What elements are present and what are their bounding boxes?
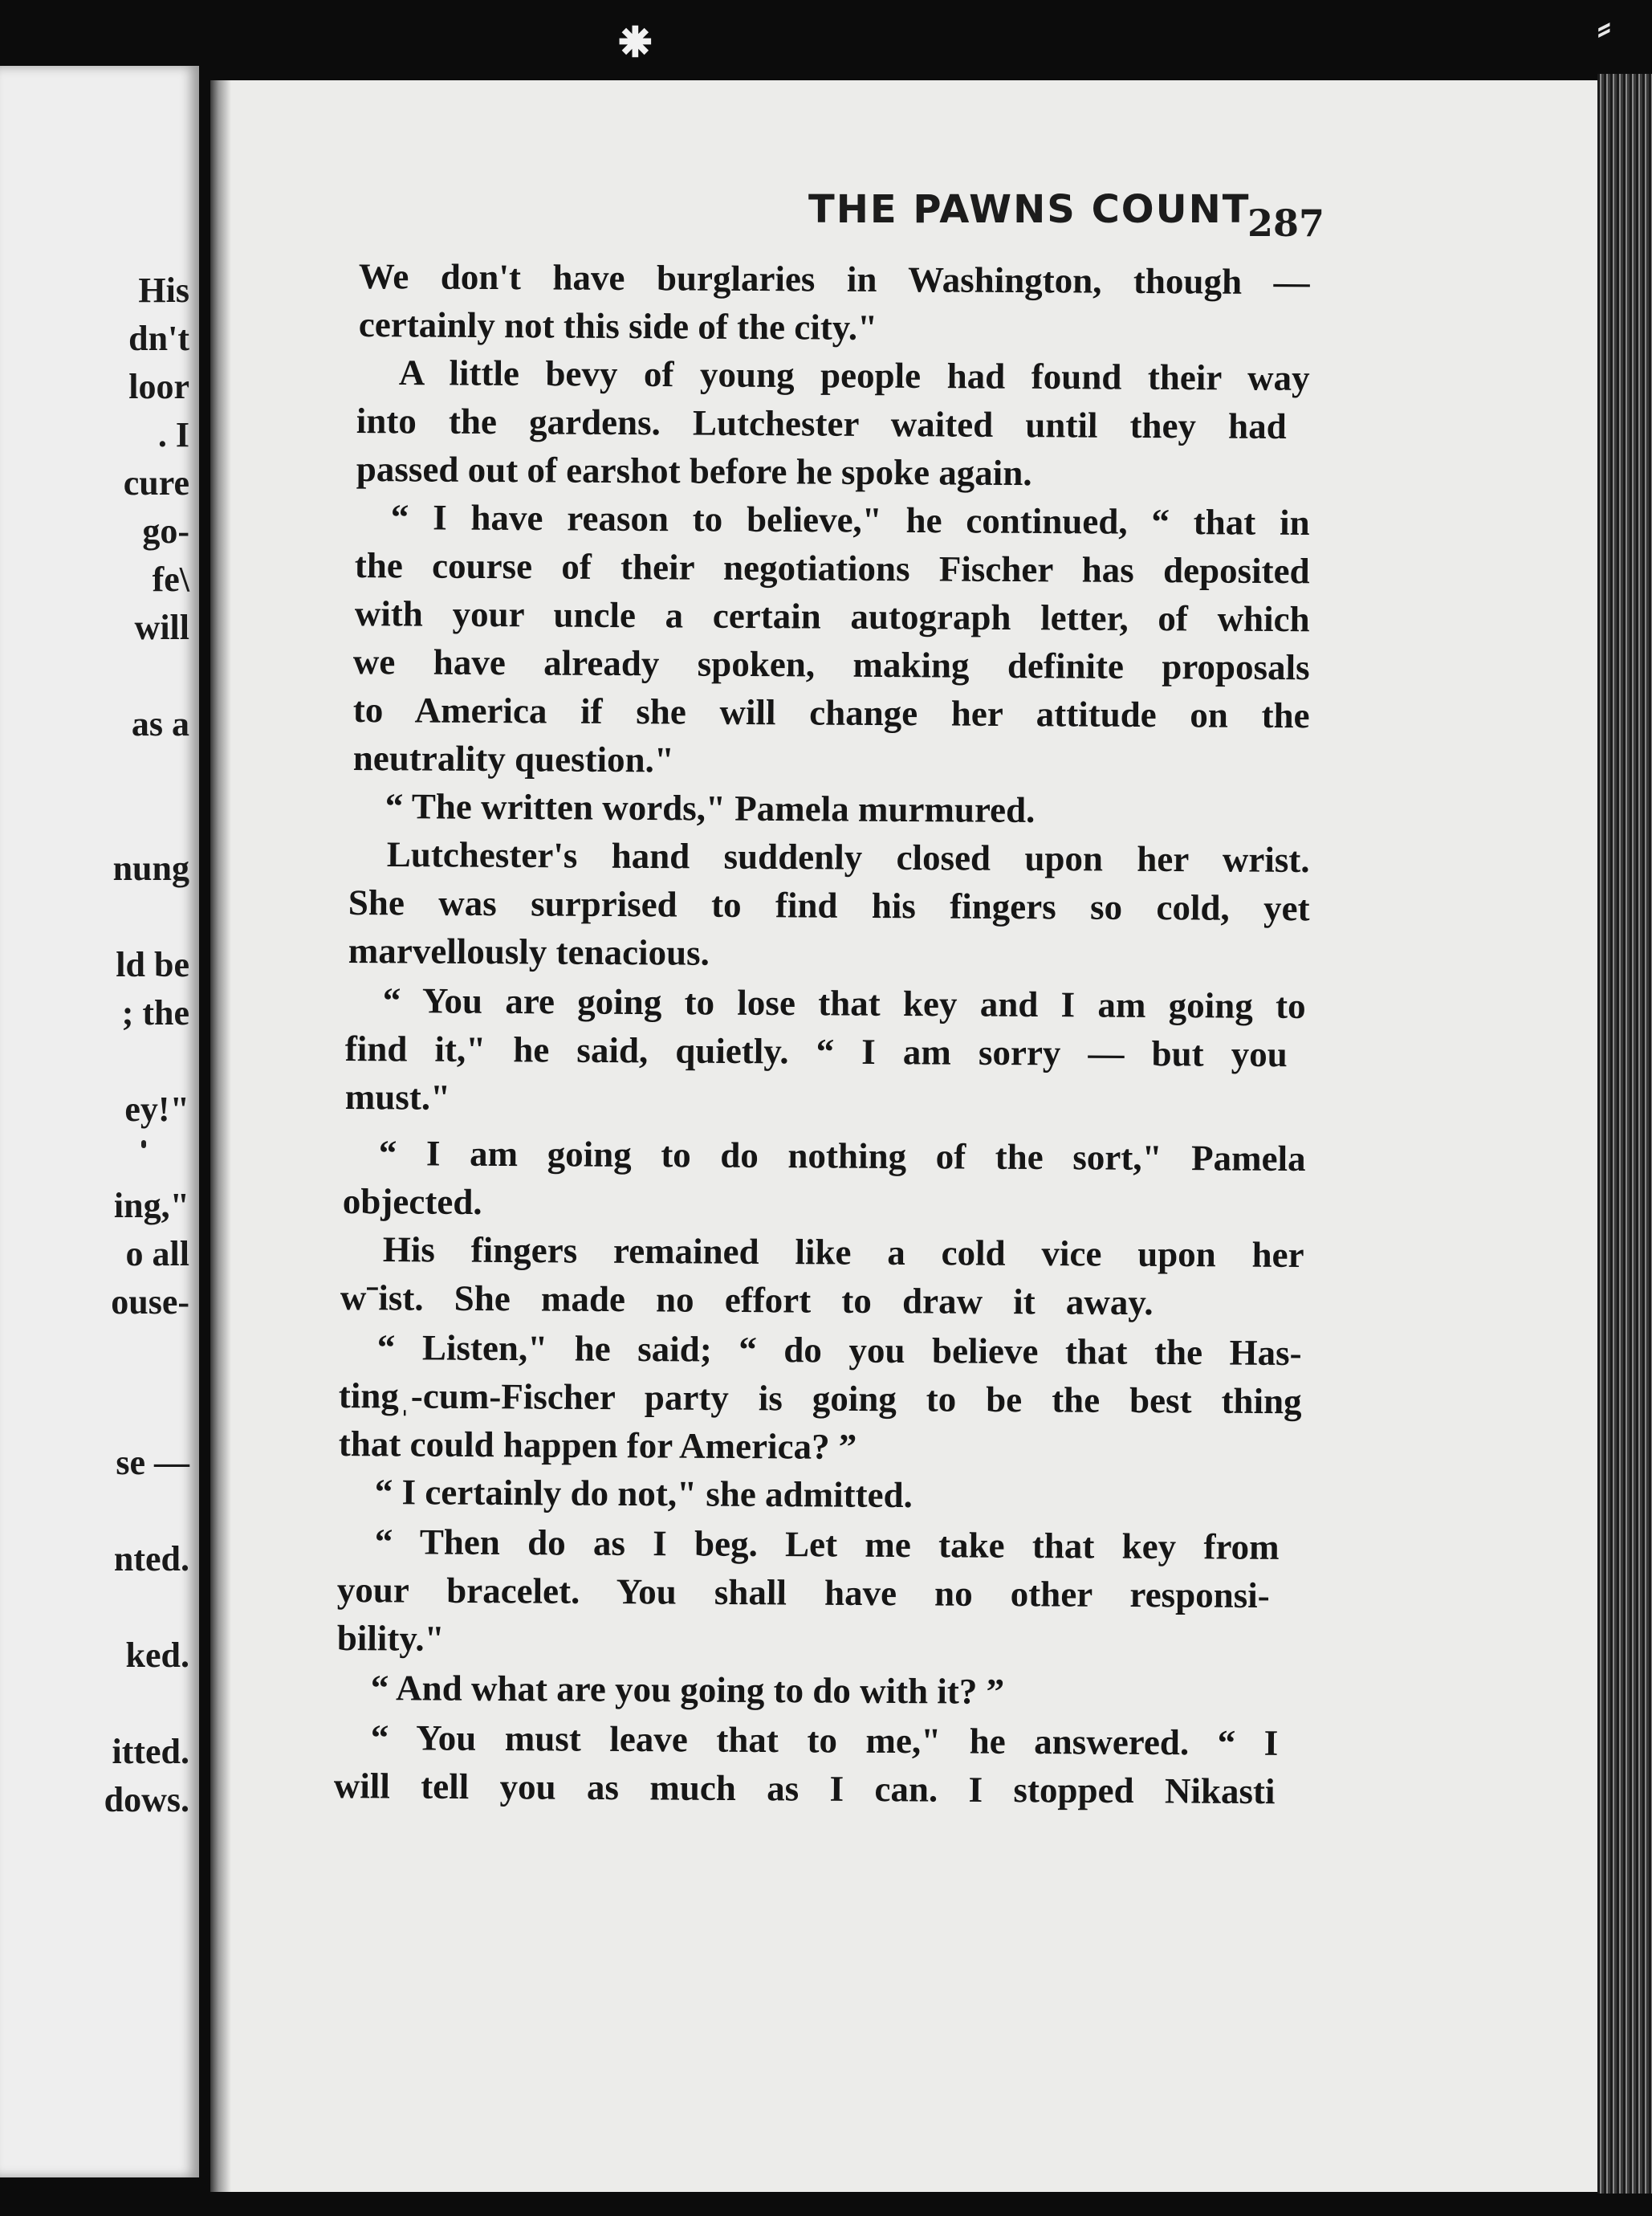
body-line: “ Then do as I beg. Let me take that key from [374, 1521, 1280, 1567]
left-line: His [138, 271, 189, 310]
corner-mark: ⸗ [1597, 2, 1611, 50]
body-line: must." [344, 1077, 451, 1118]
left-line: fe\ [152, 560, 189, 599]
body-line: your bracelet. You shall have no other responsi- [336, 1570, 1270, 1616]
left-line: go- [142, 511, 189, 551]
left-line: as a [131, 704, 189, 743]
body-line: “ You are going to lose that key and I am going to [382, 980, 1306, 1027]
body-line: bility." [336, 1618, 445, 1659]
body-line: We don't have burglaries in Washington, though — [358, 256, 1310, 303]
body-line: “ I am going to do nothing of the sort," Pamela [378, 1133, 1306, 1179]
left-line: dn't [128, 319, 189, 358]
body-line: “ I have reason to believe," he continued, “ that in [390, 497, 1310, 543]
left-line: nung [112, 849, 189, 888]
body-line: neutrality question." [352, 738, 675, 780]
left-line: . I [157, 415, 189, 454]
body-line: objected. [342, 1181, 482, 1223]
top-edge-mark: ⁕ [612, 9, 659, 75]
left-line: ouse- [111, 1282, 189, 1322]
left-line: ing," [113, 1186, 189, 1225]
left-line: ld be [116, 945, 189, 984]
body-line: “ The written words," Pamela murmured. [385, 786, 1036, 830]
body-line: find it," he said, quietly. “ I am sorry — but you [344, 1029, 1288, 1075]
page-stack-edge [1597, 74, 1652, 2194]
body-line: “ I certainly do not," she admitted. [374, 1472, 913, 1516]
left-line: se — [116, 1443, 189, 1482]
body-line: with your uncle a certain autograph letter, of which [354, 593, 1310, 640]
body-line: to America if she will change her attitude on the [352, 690, 1310, 736]
running-head: THE PAWNS COUNT [808, 187, 1251, 232]
body-line: passed out of earshot before he spoke again. [356, 449, 1032, 494]
left-line: itted. [112, 1732, 189, 1771]
body-line: A little bevy of young people had found their way [398, 352, 1310, 398]
body-line: “ You must leave that to me," he answered. “ I [370, 1717, 1279, 1763]
body-line: the course of their negotiations Fischer has deposited [354, 545, 1310, 592]
body-line: that could happen for America? ” [338, 1424, 857, 1467]
body-line: Lutchester's hand suddenly closed upon her wrist. [386, 834, 1310, 881]
left-line: ; the [121, 993, 189, 1033]
gutter-speck [141, 1140, 146, 1148]
left-line: ey!" [124, 1090, 189, 1129]
left-line: o all [125, 1234, 189, 1273]
body-line: tingˌ-cum-Fischer party is going to be the best thing [338, 1375, 1302, 1422]
left-line: nted. [113, 1539, 189, 1578]
body-line: His fingers remained like a cold vice upon her [382, 1229, 1304, 1276]
body-line: marvellously tenacious. [348, 931, 710, 973]
body-line: wˉist. She made no effort to draw it away. [340, 1277, 1154, 1323]
body-line: certainly not this side of the city." [358, 304, 878, 348]
page-number: 287 [1247, 202, 1325, 245]
body-line: we have already spoken, making definite proposals [352, 642, 1310, 688]
left-line: dows. [104, 1780, 189, 1819]
body-line: She was surprised to find his fingers so cold, yet [348, 882, 1310, 929]
left-page-fragment [0, 66, 199, 2177]
body-line: will tell you as much as I can. I stopped Nikasti [333, 1766, 1276, 1812]
body-line: “ Listen," he said; “ do you believe that the Has- [376, 1327, 1302, 1374]
left-line: loor [128, 367, 189, 406]
left-line: will [134, 608, 189, 647]
body-line: “ And what are you going to do with it? ” [370, 1668, 1005, 1712]
body-line: into the gardens. Lutchester waited until they had [356, 401, 1287, 447]
left-line: ked. [125, 1636, 189, 1675]
left-line: cure [123, 463, 189, 503]
right-page [210, 80, 1597, 2192]
